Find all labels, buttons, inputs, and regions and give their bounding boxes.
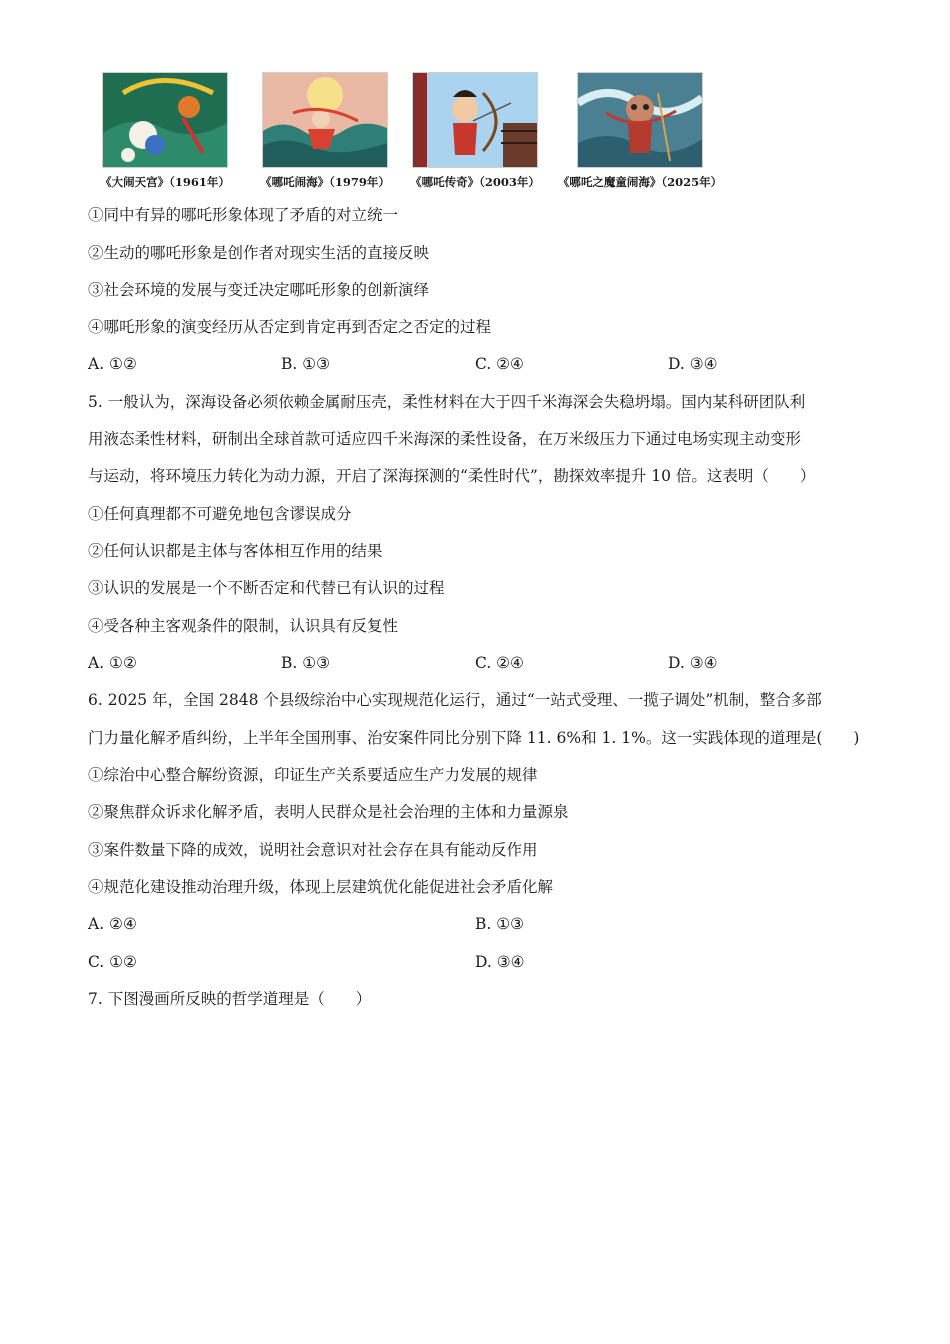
q6-statement-3: ③案件数量下降的成效，说明社会意识对社会存在具有能动反作用 [88,841,538,859]
q4-statement-2: ②生动的哪吒形象是创作者对现实生活的直接反映 [88,244,430,262]
q6-option-d[interactable]: D. ③④ [475,953,525,971]
q6-option-b[interactable]: B. ①③ [475,915,525,933]
q6-option-c[interactable]: C. ①② [88,953,137,971]
q6-statement-1: ①综治中心整合解纷资源，印证生产关系要适应生产力发展的规律 [88,766,538,784]
q5-statement-2: ②任何认识都是主体与客体相互作用的结果 [88,542,383,560]
q5-stem-line-1: 5. 一般认为，深海设备必须依赖金属耐压壳，柔性材料在大于四千米海深会失稳坍塌。国内某科研团队利 [88,393,806,411]
figure-2 [250,72,400,190]
q5-stem-line-3: 与运动，将环境压力转化为动力源，开启了深海探测的“柔性时代”，勘探效率提升 10 倍。这表明（ ） [88,467,816,485]
q5-statement-3: ③认识的发展是一个不断否定和代替已有认识的过程 [88,579,445,597]
q5-statement-4: ④受各种主客观条件的限制，认识具有反复性 [88,617,399,635]
cartoon-nezha-3d-image [577,72,703,168]
figure-1-caption: 《大闹天宫》（1961年） [100,175,230,189]
q4-option-d[interactable]: D. ③④ [668,355,718,373]
q5-statement-1: ①任何真理都不可避免地包含谬误成分 [88,505,352,523]
figure-4-caption: 《哪吒之魔童闹海》（2025年） [557,175,723,189]
q6-option-a[interactable]: A. ②④ [88,915,137,933]
q4-option-b[interactable]: B. ①③ [281,355,331,373]
q6-statement-2: ②聚焦群众诉求化解矛盾，表明人民群众是社会治理的主体和力量源泉 [88,803,569,821]
cartoon-nezha-sea-image [262,72,388,168]
q5-option-b[interactable]: B. ①③ [281,654,331,672]
figure-1 [90,72,240,190]
q4-statement-1: ①同中有异的哪吒形象体现了矛盾的对立统一 [88,206,399,224]
figure-4 [540,72,740,190]
figure-2-caption: 《哪吒闹海》（1979年） [260,175,390,189]
q4-option-a[interactable]: A. ①② [88,355,137,373]
q4-option-c[interactable]: C. ②④ [475,355,524,373]
q6-stem-line-2: 门力量化解矛盾纠纷，上半年全国刑事、治安案件同比分别下降 11. 6%和 1. 1%。这一实践体现的道理是( ) [88,729,860,747]
q6-stem-line-1: 6. 2025 年，全国 2848 个县级综治中心实现规范化运行，通过“一站式受理、一揽子调处”机制，整合多部 [88,691,822,709]
cartoon-nezha-bow-image [412,72,538,168]
q5-option-c[interactable]: C. ②④ [475,654,524,672]
q5-stem-line-2: 用液态柔性材料，研制出全球首款可适应四千米海深的柔性设备，在万米级压力下通过电场实现主动变形 [88,430,802,448]
figure-3-caption: 《哪吒传奇》（2003年） [410,175,540,189]
q5-option-d[interactable]: D. ③④ [668,654,718,672]
cartoon-monkey-king-image [102,72,228,168]
figure-3 [400,72,550,190]
q7-stem: 7. 下图漫画所反映的哲学道理是（ ） [88,990,372,1008]
nezha-image-strip [100,72,750,190]
q5-option-a[interactable]: A. ①② [88,654,137,672]
q6-statement-4: ④规范化建设推动治理升级，体现上层建筑优化能促进社会矛盾化解 [88,878,554,896]
q4-statement-4: ④哪吒形象的演变经历从否定到肯定再到否定之否定的过程 [88,318,492,336]
q4-statement-3: ③社会环境的发展与变迁决定哪吒形象的创新演绎 [88,281,430,299]
